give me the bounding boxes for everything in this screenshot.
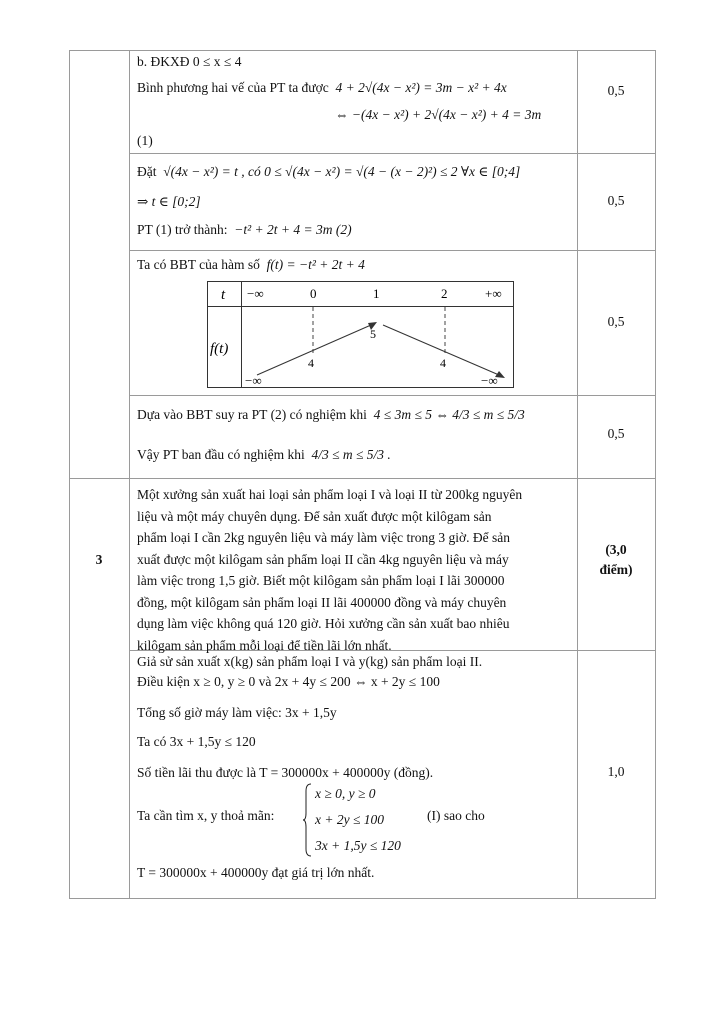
- t-value: +∞: [485, 286, 502, 301]
- row-divider: [129, 395, 656, 396]
- equation-label-1: (1): [137, 133, 153, 148]
- score-substitution: 0,5: [607, 193, 625, 208]
- t-range: ⇒ t ∈ [0;2]: [137, 194, 201, 209]
- f-value: −∞: [481, 373, 498, 388]
- f-value: 5: [370, 327, 376, 341]
- solution-profit: Số tiền lãi thu được là T = 300000x + 400000y (đồng).: [137, 765, 434, 780]
- solution-system-prefix: Ta cần tìm x, y thoả mãn:: [137, 808, 275, 823]
- score-solution-3: 1,0: [607, 764, 625, 779]
- system-equation: 3x + 1,5y ≤ 120: [315, 838, 401, 853]
- substitution-line: Đặt √(4x − x²) = t , có 0 ≤ √(4x − x²) = √(4 − (x − 2)²) ≤ 2 ∀x ∈ [0;4]: [137, 164, 521, 179]
- table-border-bottom: [69, 898, 656, 899]
- row-label-t: t: [221, 287, 226, 303]
- transformed-equation: PT (1) trở thành: −t² + 2t + 4 = 3m (2): [137, 222, 352, 237]
- f-value: 4: [440, 356, 446, 370]
- statement-line: xuất được một kilôgam sản phẩm loại II cần 4kg nguyên liệu và máy: [137, 551, 509, 567]
- table-border-left: [69, 50, 70, 899]
- score-bbt: 0,5: [607, 314, 625, 329]
- statement-line: làm việc trong 1,5 giờ. Biết một kilôgam sản phẩm loại I lãi 300000: [137, 573, 505, 588]
- part-b-condition: b. ĐKXĐ 0 ≤ x ≤ 4: [137, 54, 242, 69]
- bbt-intro: Ta có BBT của hàm số f(t) = −t² + 2t + 4: [137, 257, 365, 272]
- solution-table: [69, 50, 656, 899]
- table-border-top: [69, 50, 656, 51]
- system-equation: x ≥ 0, y ≥ 0: [315, 786, 376, 801]
- problem-3-statement: [137, 484, 569, 656]
- statement-line: Một xưởng sản xuất hai loại sản phẩm loại I và loại II từ 200kg nguyên: [137, 487, 523, 502]
- score-problem-3-line2: điểm): [599, 562, 633, 577]
- row-divider: [129, 153, 656, 154]
- statement-line: dụng làm việc không quá 120 giờ. Hỏi xưởng cần sản xuất bao nhiêu: [137, 616, 510, 631]
- solution-assumption: Giả sử sản xuất x(kg) sản phẩm loại I và y(kg) sản phẩm loại II.: [137, 654, 483, 669]
- table-border-right: [655, 50, 656, 899]
- t-value: −∞: [247, 286, 264, 301]
- increasing-arrow: [257, 325, 371, 375]
- part-b-equivalent-equation: ⇔ −(4x − x²) + 2√(4x − x²) + 4 = 3m: [335, 107, 542, 122]
- t-value: 0: [310, 286, 317, 301]
- statement-line: phẩm loại I cần 2kg nguyên liệu và máy làm việc trong 3 giờ. Để sản: [137, 530, 511, 545]
- solution-conditions: Điều kiện x ≥ 0, y ≥ 0 và 2x + 4y ≤ 200 ⇔ x + 2y ≤ 100: [137, 674, 440, 689]
- row-label-ft: f(t): [210, 341, 229, 357]
- score-problem-3-line1: (3,0: [605, 542, 627, 557]
- solution-hours-constraint: Ta có 3x + 1,5y ≤ 120: [137, 734, 256, 749]
- solution-objective: T = 300000x + 400000y đạt giá trị lớn nhất.: [137, 865, 375, 880]
- row-divider: [69, 478, 656, 479]
- row-divider: [129, 250, 656, 251]
- f-value: −∞: [245, 373, 262, 388]
- part-b-square-text: Bình phương hai vế của PT ta được 4 + 2√(4x − x²) = 3m − x² + 4x: [137, 80, 507, 95]
- score-conclusion: 0,5: [607, 426, 625, 441]
- question-number: 3: [95, 552, 103, 567]
- solution-machine-hours: Tổng số giờ máy làm việc: 3x + 1,5y: [137, 705, 337, 720]
- statement-line: liệu và một máy chuyên dụng. Để sản xuất được một kilôgam sản: [137, 508, 492, 524]
- conclusion-line-2: Vậy PT ban đầu có nghiệm khi 4/3 ≤ m ≤ 5/3 .: [137, 447, 391, 462]
- score-part-b: 0,5: [607, 83, 625, 98]
- statement-line: đồng, một kilôgam sản phẩm loại II lãi 400000 đồng và máy chuyên: [137, 594, 507, 610]
- table-column-divider-1: [129, 50, 130, 899]
- system-suffix: (I) sao cho: [427, 808, 485, 823]
- system-brace: [303, 783, 313, 857]
- statement-line: kilôgam sản phẩm mỗi loại để tiền lãi lớn nhất.: [137, 637, 392, 653]
- t-value: 2: [441, 286, 448, 301]
- t-value: 1: [373, 286, 380, 301]
- f-value: 4: [308, 356, 314, 370]
- conclusion-line-1: Dựa vào BBT suy ra PT (2) có nghiệm khi 4 ≤ 3m ≤ 5 ⇔ 4/3 ≤ m ≤ 5/3: [137, 407, 525, 422]
- variation-table: [207, 281, 514, 388]
- system-equation: x + 2y ≤ 100: [315, 812, 385, 827]
